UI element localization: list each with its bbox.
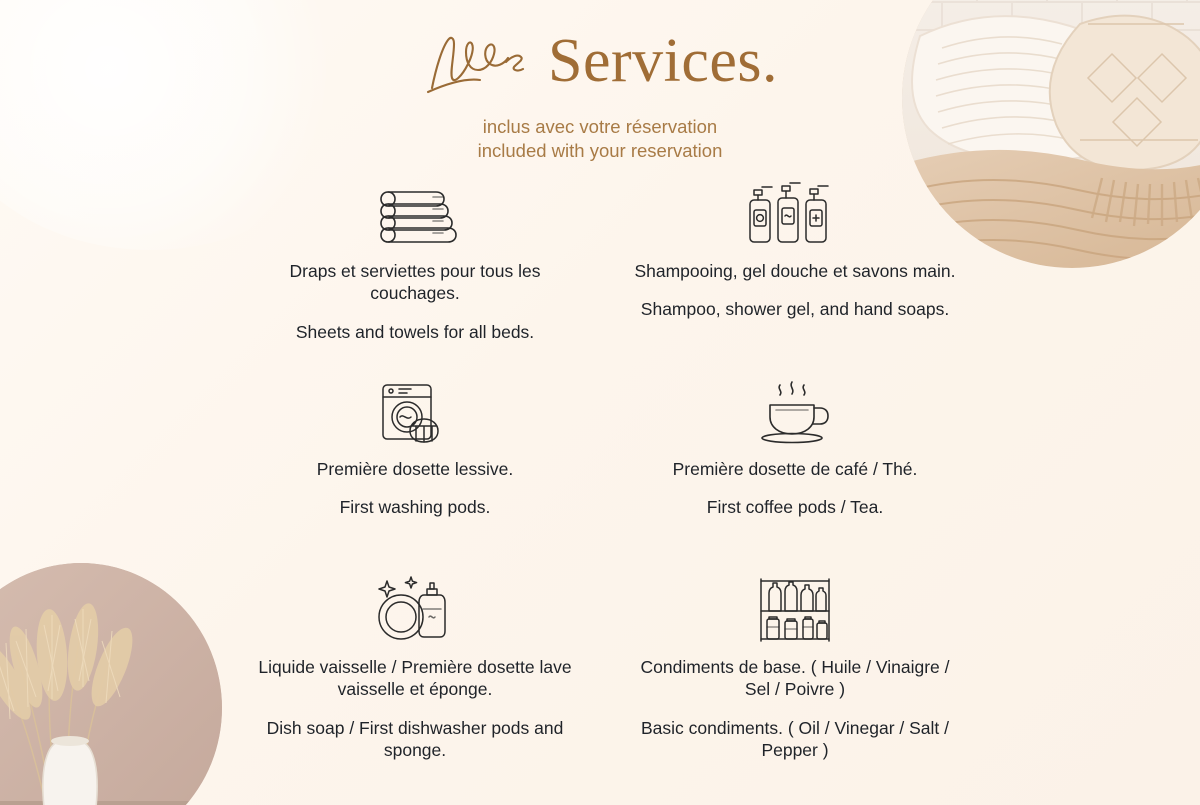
- service-text-en: Sheets and towels for all beds.: [295, 321, 535, 342]
- service-item: [240, 568, 590, 766]
- service-item: [240, 370, 590, 568]
- service-text-en: Dish soap / First dishwasher pods and sponge.: [266, 717, 564, 761]
- soap-dispensers-icon: [740, 176, 850, 252]
- service-text-en: First coffee pods / Tea.: [706, 497, 884, 518]
- service-text-en: Basic condiments. ( Oil / Vinegar / Salt / Pepper ): [640, 717, 949, 761]
- page-title: Services.: [547, 26, 779, 95]
- service-text-fr: Liquide vaisselle / Première dosette lave vaisselle et éponge.: [258, 657, 572, 700]
- condiments-shelf-icon: [749, 572, 841, 648]
- service-text-fr: Première dosette lessive.: [316, 459, 514, 479]
- service-text-fr: Première dosette de café / Thé.: [672, 459, 918, 479]
- page-header: [0, 20, 1200, 164]
- coffee-cup-icon: [752, 374, 838, 450]
- subtitle-fr: inclus avec votre réservation: [482, 116, 718, 137]
- subtitle-block: [0, 115, 1200, 164]
- service-text-en: First washing pods.: [339, 497, 491, 518]
- services-grid: [240, 172, 970, 766]
- service-text-en: Shampoo, shower gel, and hand soaps.: [640, 299, 950, 320]
- service-item: [620, 370, 970, 568]
- dish-soap-icon: [367, 572, 463, 648]
- subtitle-en: included with your reservation: [477, 140, 723, 162]
- pampas-vase-photo: [0, 563, 222, 805]
- service-text-fr: Draps et serviettes pour tous les couchages.: [289, 261, 541, 304]
- service-text-fr: Shampooing, gel douche et savons main.: [634, 261, 956, 281]
- service-item: [620, 172, 970, 370]
- folded-towels-icon: [367, 176, 463, 252]
- nos-script-word: [422, 26, 532, 101]
- washing-machine-icon: [369, 374, 461, 450]
- service-item: [240, 172, 590, 370]
- service-text-fr: Condiments de base. ( Huile / Vinaigre / Sel / Poivre ): [640, 657, 950, 700]
- title-row: [0, 20, 1200, 101]
- service-item: [620, 568, 970, 766]
